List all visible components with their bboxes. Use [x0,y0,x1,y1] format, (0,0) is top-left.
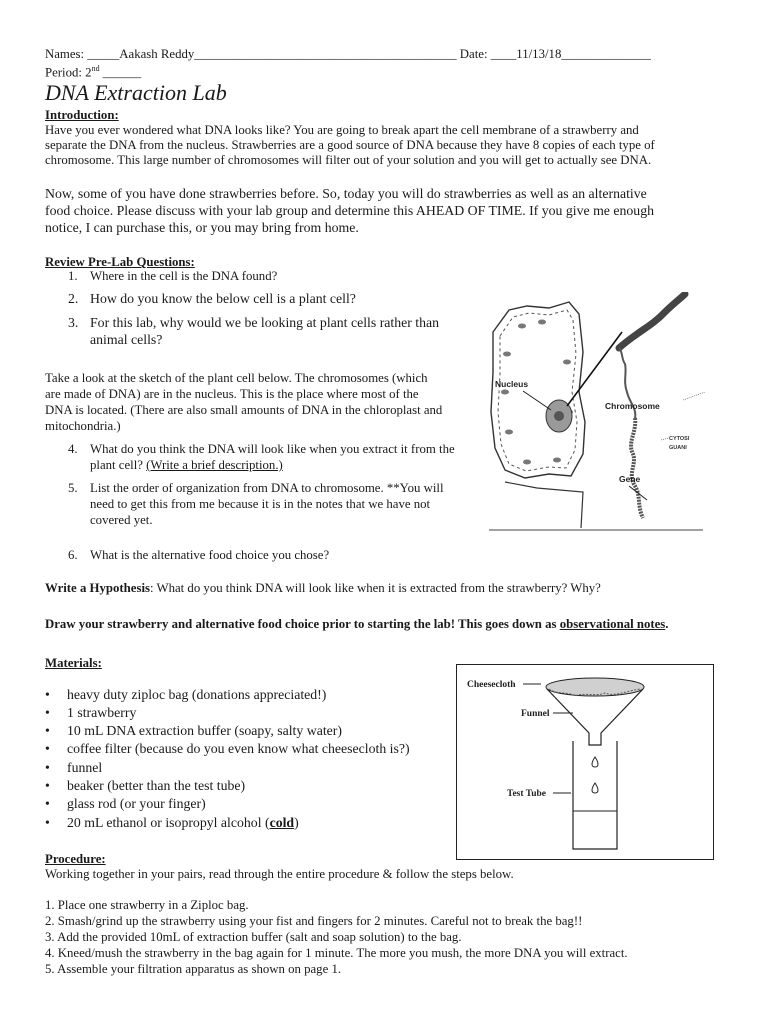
question-3-line-2: animal cells? [90,332,163,347]
procedure-step: 4. Kneed/mush the strawberry in the bag again for 1 minute. The more you mush, the more DNA you will extract. [45,946,628,960]
draw-note-main: Draw your strawberry and alternative food choice prior to starting the lab! This goes down as [45,617,560,631]
question-1-text: Where in the cell is the DNA found? [90,269,278,283]
nucleus-label: Nucleus [495,379,529,389]
cell-wall-lower [505,482,583,528]
period-sup: nd [91,64,100,73]
question-5-line-2: need to get this from me because it is in the notes that we have not [90,497,431,511]
materials-list: • heavy duty ziploc bag (donations appreciated!) • 1 strawberry • 10 mL DNA extraction buffer (soapy, salty water) • coffee filter (because do you even know what cheesecloth is?) • funnel • beaker (better than the test tube) • glass rod (or your finger) • 20 mL ethanol or isopropyl alcohol (cold) [45,687,410,830]
intro-line-3: chromosome. This large number of chromosomes will filter out of your solution and you will get to actually see DNA. [45,153,652,167]
prelab-heading: Review Pre-Lab Questions: [45,255,195,269]
question-3-num: 3. [68,315,79,330]
question-4-line-2-underlined: (Write a brief description.) [146,458,283,472]
chromosome-strand-lower [631,418,643,518]
nucleus-arrow [523,391,551,410]
question-4-line-1: What do you think the DNA will look like when you extract it from the [90,442,455,456]
procedure-intro: Working together in your pairs, read through the entire procedure & follow the steps below. [45,867,514,881]
question-3-line-1: For this lab, why would we be looking at plant cells rather than [90,315,440,330]
question-5-num: 5. [68,481,78,495]
question-4-num: 4. [68,442,78,456]
hypothesis-line [45,580,601,597]
question-1-num: 1. [68,269,78,283]
introduction-heading: Introduction: [45,108,119,122]
funnel-label: Funnel [521,709,550,719]
intro-line-1: Have you ever wondered what DNA looks like? You are going to break apart the cell membrane of a strawberry and [45,123,639,137]
names-date-line: Names: _____Aakash Reddy_________________________________________ Date: ____11/13/18______________ [45,47,651,61]
chromosome-label: Chromosome [605,401,660,411]
plant-cell-diagram [487,292,705,532]
period-prefix: Period: 2 [45,65,92,80]
procedure-heading: Procedure: [45,852,106,866]
cytosine-label: CYTOSI [669,436,690,442]
procedure-step: 1. Place one strawberry in a Ziploc bag. [45,898,249,912]
procedure-step: 2. Smash/grind up the strawberry using your fist and fingers for 2 minutes. Careful not to break the bag!! [45,914,583,928]
cheesecloth-label: Cheesecloth [467,680,516,690]
filtration-figure [456,664,714,860]
draw-note-end: . [665,617,669,631]
cell-membrane [498,310,577,471]
drop-icon [592,757,598,767]
test-tube-label: Test Tube [507,789,546,799]
chromosome-leader [683,392,705,400]
sketch-line-2: are made of DNA) are in the nucleus. This is the place where most of the [45,387,419,401]
filtration-diagram [457,665,713,859]
nucleolus [554,411,564,421]
question-2-text: How do you know the below cell is a plant cell? [90,291,356,306]
question-5-line-1: List the order of organization from DNA to chromosome. **You will [90,481,444,495]
cheesecloth-shape [546,678,644,696]
intro-para2-line-2: food choice. Please discuss with your lab group and determine this AHEAD OF TIME. If you give me enough [45,203,654,218]
funnel-shape [547,689,643,745]
intro-para2-line-3: notice, I can purchase this, or you may bring from home. [45,220,359,235]
question-5-line-3: covered yet. [90,513,153,527]
sketch-line-1: Take a look at the sketch of the plant cell below. The chromosomes (which [45,371,428,385]
hypothesis-bold: Write a Hypothesis [45,581,150,595]
intro-para2-line-1: Now, some of you have done strawberries before. So, today you will do strawberries as well as an alternative [45,186,647,201]
base-pair-leader [661,438,669,440]
gene-label: Gene [619,474,641,484]
sketch-line-4: mitochondria.) [45,419,121,433]
draw-note-underlined: observational notes [559,617,666,631]
draw-note [45,616,668,633]
nucleus-to-chromosome-line [567,332,622,406]
guanine-label: GUANI [669,445,687,451]
procedure-step: 3. Add the provided 10mL of extraction buffer (salt and soap solution) to the bag. [45,930,462,944]
materials-heading: Materials: [45,656,102,670]
question-4-line-2-plain: plant cell? [90,458,147,472]
procedure-step: 5. Assemble your filtration apparatus as shown on page 1. [45,962,342,976]
chloroplast-dots [501,320,573,465]
drop-icon [592,783,598,793]
period-line [45,61,141,81]
period-suffix: ______ [99,65,142,80]
page-title: DNA Extraction Lab [45,80,227,105]
question-2-num: 2. [68,291,79,306]
question-6-num: 6. [68,548,78,562]
hypothesis-rest: : What do you think DNA will look like when it is extracted from the strawberry? Why? [149,581,601,595]
question-6-text: What is the alternative food choice you chose? [90,548,330,562]
sketch-line-3: DNA is located. (There are also small amounts of DNA in the chloroplast and [45,403,443,417]
question-4-line-2 [90,457,283,474]
chromosome-top [619,294,685,348]
intro-line-2: separate the DNA from the nucleus. Strawberries are a good source of DNA because they have 8 copies of each type of [45,138,655,152]
